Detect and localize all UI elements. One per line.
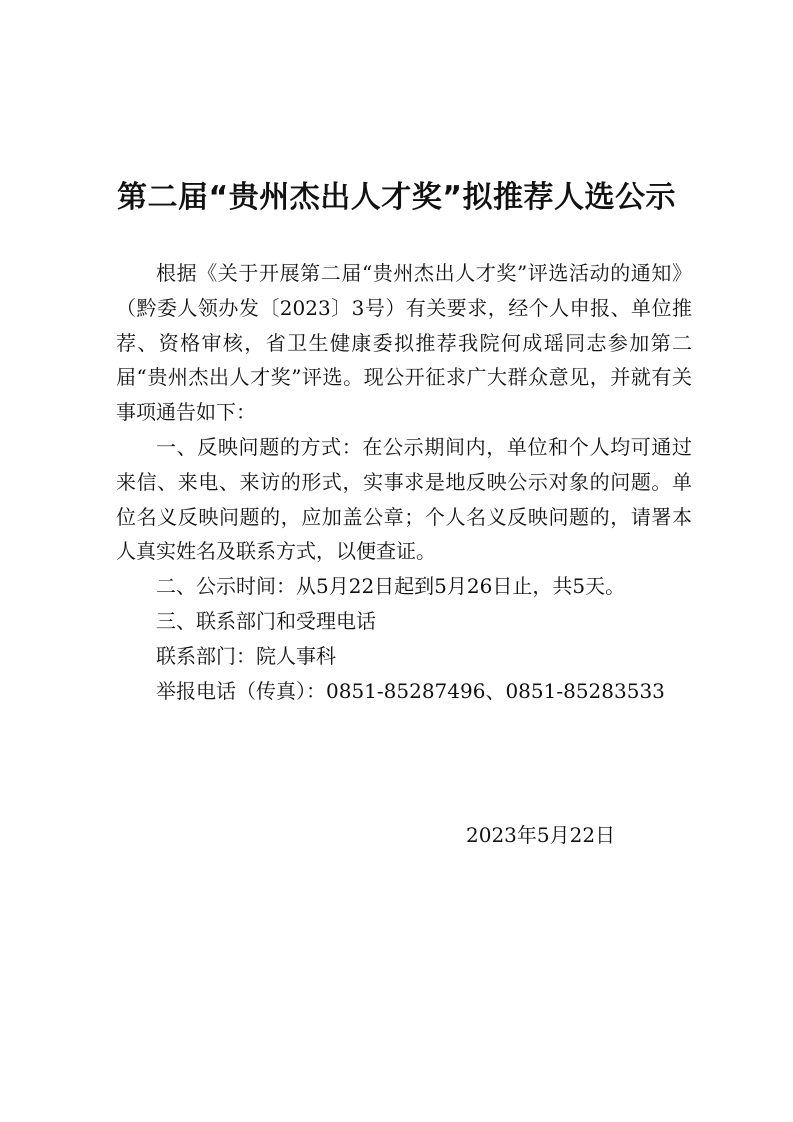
document-title: 第二届“贵州杰出人才奖”拟推荐人选公示 [117,180,676,215]
contact-department-paragraph: 联系部门：院人事科 [156,643,336,668]
document-body [116,256,692,708]
publicity-period-paragraph: 二、公示时间：从5月22日起到5月26日止，共5天。 [156,574,626,599]
report-phone-paragraph: 举报电话（传真）：0851-85287496、0851-85283533 [156,678,665,703]
contact-heading-paragraph: 三、联系部门和受理电话 [156,608,376,633]
document-date: 2023年5月22日 [466,823,616,847]
feedback-method-paragraph: 一、反映问题的方式：在公示期间内，单位和个人均可通过来信、来电、来访的形式，实事求是地反映公示对象的问题。单位名义反映问题的，应加盖公章；个人名义反映问题的，请署本人真实姓名及联系方式，以便查证。 [116,434,692,564]
intro-paragraph: 根据《关于开展第二届“贵州杰出人才奖”评选活动的通知》（黔委人领办发〔2023〕3号）有关要求，经个人申报、单位推荐、资格审核，省卫生健康委拟推荐我院何成瑶同志参加第二届“贵州杰出人才奖”评选。现公开征求广大群众意见，并就有关事项通告如下： [116,261,692,425]
